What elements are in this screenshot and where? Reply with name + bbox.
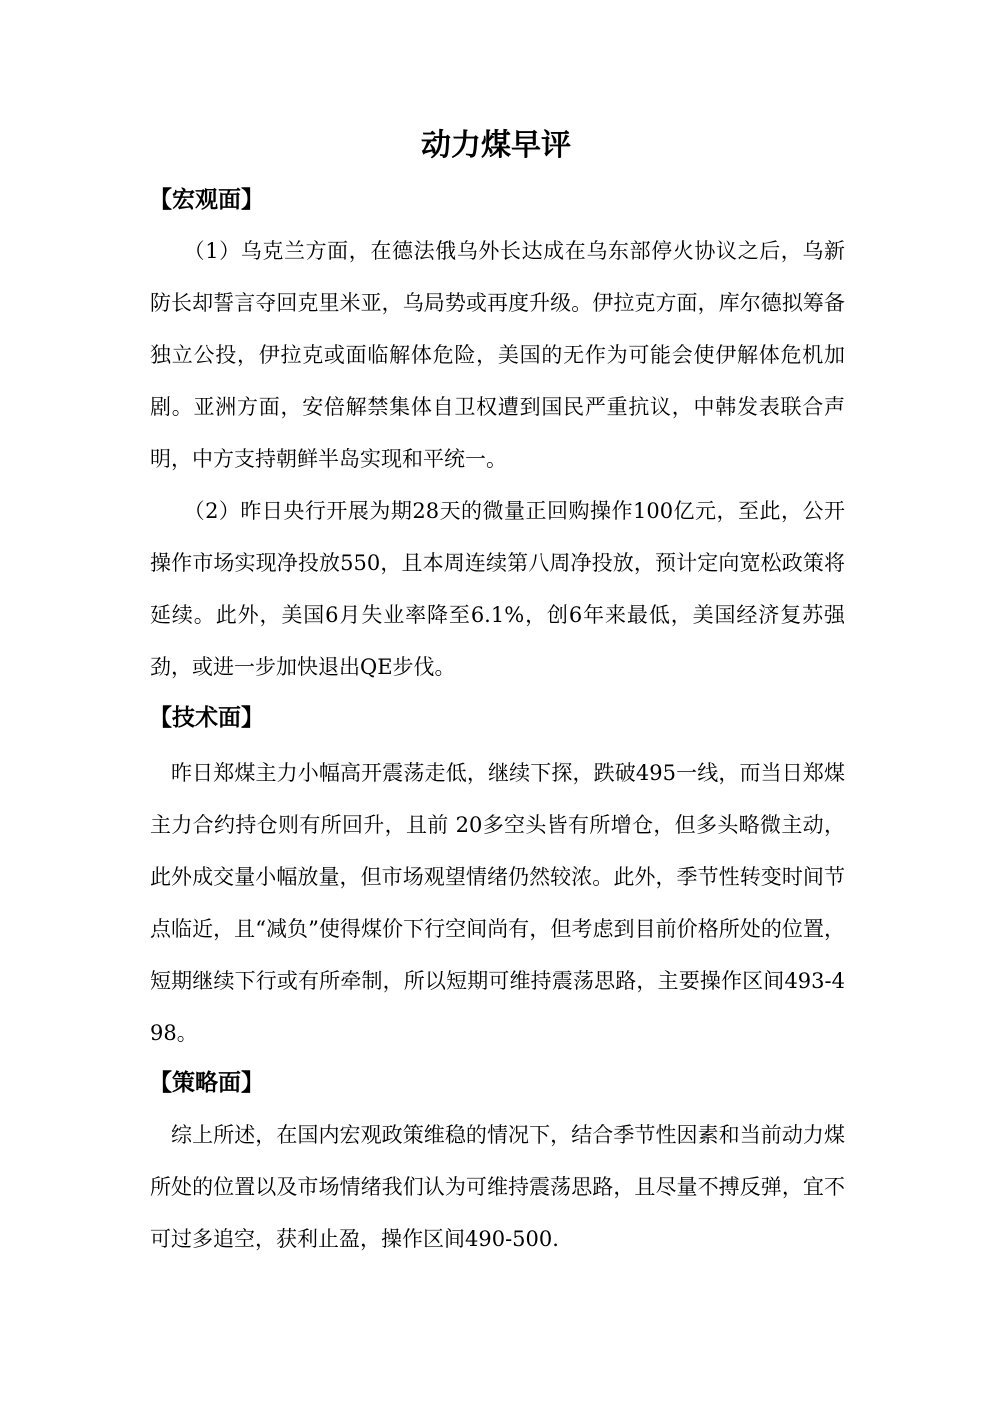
paragraph-macro-1: （1）乌克兰方面，在德法俄乌外长达成在乌东部停火协议之后，乌新防长却誓言夺回克里米亚，乌局势或再度升级。伊拉克方面，库尔德拟筹备独立公投，伊拉克或面临解体危险，美国的无作为可能会使伊解体危机加剧。亚洲方面，安倍解禁集体自卫权遭到国民严重抗议，中韩发表联合声明，中方支持朝鲜半岛实现和平统一。 [150,239,845,471]
section-heading-technical: 【技术面】 [149,705,264,731]
paragraph-technical: 昨日郑煤主力小幅高开震荡走低，继续下探，跌破495一线，而当日郑煤主力合约持仓则有所回升，且前 20多空头皆有所增仓，但多头略微主动，此外成交量小幅放量，但市场观望情绪仍然较浓。此外，季节性转变时间节点临近，且“减负”使得煤价下行空间尚有，但考虑到目前价格所处的位置，短期继续下行或有所牵制，所以短期可维持震荡思路，主要操作区间493-498。 [150,761,845,1045]
document-title: 动力煤早评 [421,128,571,163]
paragraph-macro-2: （2）昨日央行开展为期28天的微量正回购操作100亿元，至此，公开操作市场实现净投放550，且本周连续第八周净投放，预计定向宽松政策将延续。此外，美国6月失业率降至6.1%，创6年来最低，美国经济复苏强劲，或进一步加快退出QE步伐。 [150,499,845,679]
section-heading-strategy: 【策略面】 [149,1070,264,1096]
paragraph-strategy: 综上所述，在国内宏观政策维稳的情况下，结合季节性因素和当前动力煤所处的位置以及市场情绪我们认为可维持震荡思路，且尽量不搏反弹，宜不可过多追空，获利止盈，操作区间490-500. [150,1123,845,1251]
section-heading-macro: 【宏观面】 [149,187,264,213]
